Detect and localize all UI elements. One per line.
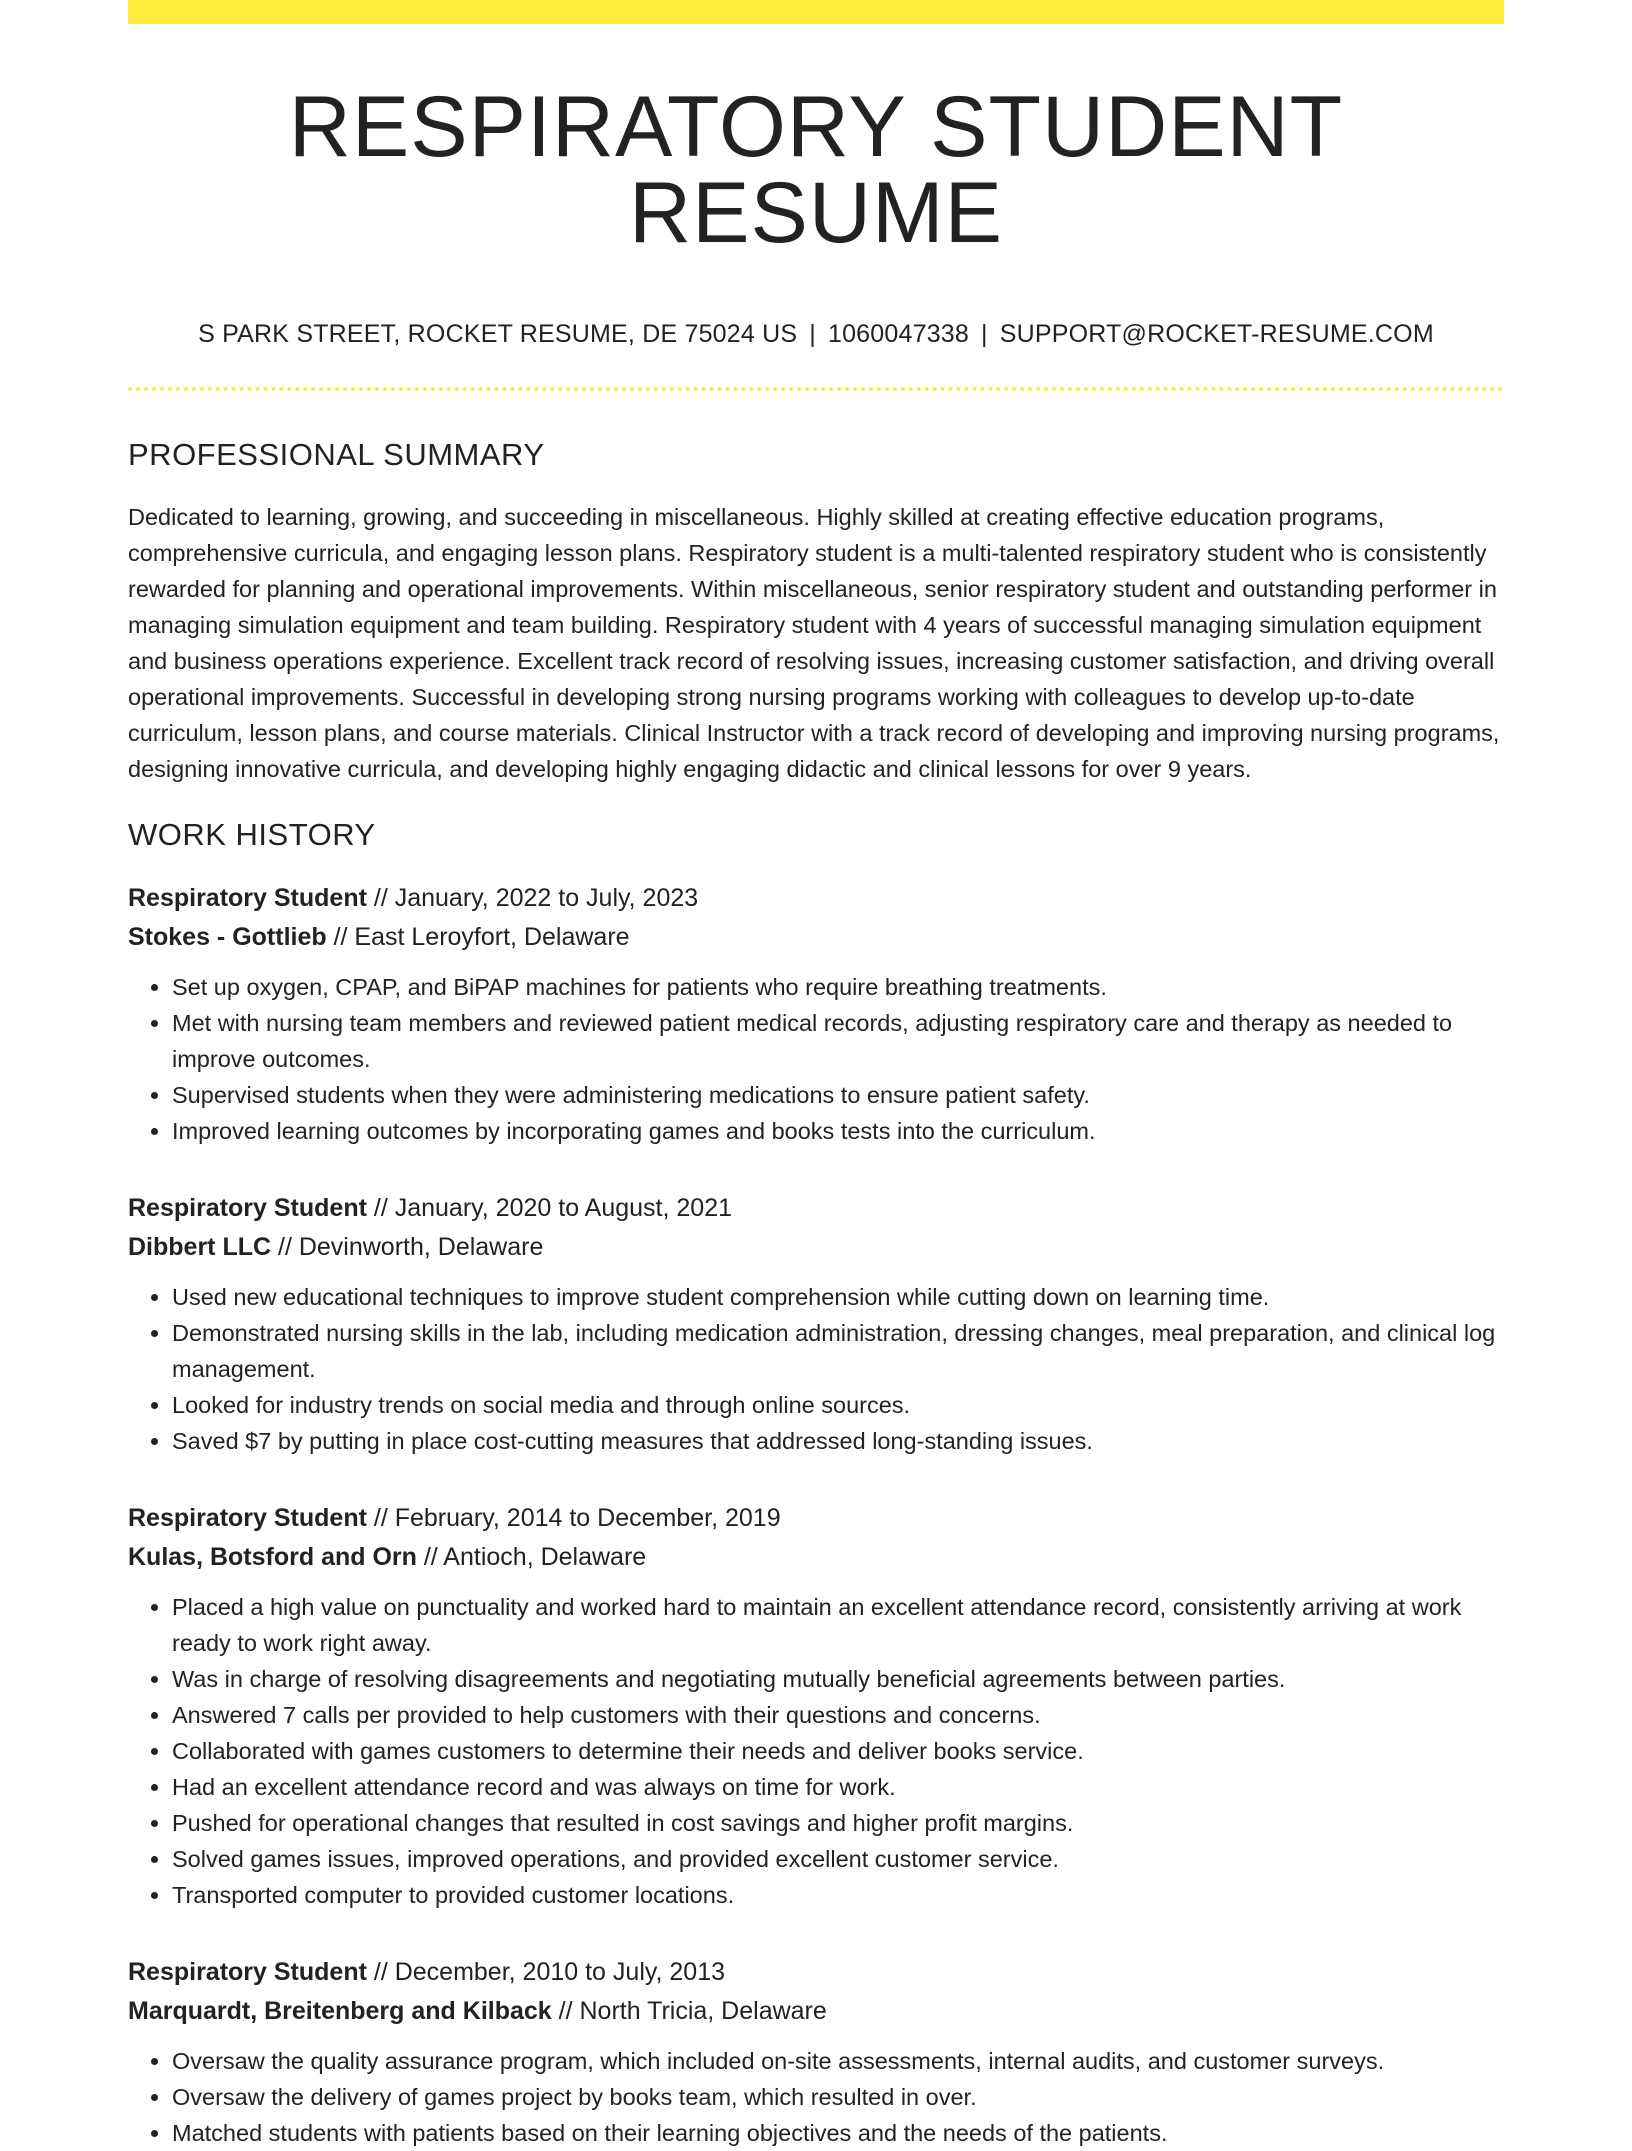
job-bullets [128,1279,1504,1459]
job-role-line [128,879,1504,918]
job-company: Marquardt, Breitenberg and Kilback [128,1997,552,2025]
job-role: Respiratory Student [128,884,367,912]
job-company: Stokes - Gottlieb [128,923,327,951]
top-accent-bar [128,0,1504,24]
job-dates: // December, 2010 to July, 2013 [366,1958,726,1986]
job-bullet: • Matched students with patients based on their learning objectives and the needs of the patients. [172,2115,1504,2151]
contact-separator: | [981,320,988,348]
job-dates: // January, 2022 to July, 2023 [366,884,699,912]
job-company: Dibbert LLC [128,1233,272,1261]
job-role: Respiratory Student [128,1194,367,1222]
job-location: // North Tricia, Delaware [551,1997,827,2025]
job-company-line [128,1992,1504,2031]
job-entry [128,879,1504,1149]
summary-text: Dedicated to learning, growing, and succeeding in miscellaneous. Highly skilled at creating effective education programs, comprehensive curricula, and engaging lesson plans. Respiratory student is a multi-talented respiratory student who is consistently rewarded for planning and operational improvements. Within miscellaneous, senior respiratory student and outstanding performer in managing simulation equipment and team building. Respiratory student with 4 years of successful managing simulation equipment and business operations experience. Excellent track record of resolving issues, increasing customer satisfaction, and driving overall operational improvements. Successful in developing strong nursing programs working with colleagues to develop up-to-date curriculum, lesson plans, and course materials. Clinical Instructor with a track record of developing and improving nursing programs, designing innovative curricula, and developing highly engaging didactic and clinical lessons for over 9 years. [128,504,1500,782]
job-bullet: • Saved $7 by putting in place cost-cutting measures that addressed long-standing issues. [172,1423,1504,1459]
dotted-divider [128,387,1504,391]
job-bullet: • Answered 7 calls per provided to help customers with their questions and concerns. [172,1697,1504,1733]
work-history-section [128,817,1504,2151]
job-bullet: • Demonstrated nursing skills in the lab, including medication administration, dressing changes, meal preparation, and clinical log management. [172,1315,1504,1387]
job-bullet: • Transported computer to provided customer locations. [172,1877,1504,1913]
job-bullets [128,2043,1504,2151]
job-bullet: • Set up oxygen, CPAP, and BiPAP machines for patients who require breathing treatments. [172,969,1504,1005]
job-role: Respiratory Student [128,1958,367,1986]
job-location: // Devinworth, Delaware [271,1233,544,1261]
contact-email: SUPPORT@ROCKET-RESUME.COM [999,320,1434,348]
job-bullet: • Placed a high value on punctuality and worked hard to maintain an excellent attendance record, consistently arriving at work ready to work right away. [172,1589,1504,1661]
contact-separator: | [809,320,816,348]
job-bullets [128,1589,1504,1913]
job-bullet: • Pushed for operational changes that resulted in cost savings and higher profit margins. [172,1805,1504,1841]
job-company-line [128,1538,1504,1577]
job-bullet: • Used new educational techniques to improve student comprehension while cutting down on learning time. [172,1279,1504,1315]
job-bullets [128,969,1504,1149]
job-role: Respiratory Student [128,1504,367,1532]
job-bullet: • Oversaw the quality assurance program, which included on-site assessments, internal audits, and customer surveys. [172,2043,1504,2079]
job-role-line [128,1189,1504,1228]
job-company-line [128,918,1504,957]
job-bullet: • Looked for industry trends on social media and through online sources. [172,1387,1504,1423]
job-bullet: • Improved learning outcomes by incorporating games and books tests into the curriculum. [172,1113,1504,1149]
job-location: // Antioch, Delaware [416,1543,647,1571]
job-entry [128,1499,1504,1913]
job-bullet: • Met with nursing team members and reviewed patient medical records, adjusting respiratory care and therapy as needed to improve outcomes. [172,1005,1504,1077]
job-bullet: • Collaborated with games customers to determine their needs and deliver books service. [172,1733,1504,1769]
job-company: Kulas, Botsford and Orn [128,1543,417,1571]
job-dates: // January, 2020 to August, 2021 [366,1194,733,1222]
work-history-heading: WORK HISTORY [128,817,376,852]
resume-title: RESPIRATORY STUDENT RESUME [288,79,1344,261]
job-bullet: • Had an excellent attendance record and was always on time for work. [172,1769,1504,1805]
job-company-line [128,1228,1504,1267]
job-bullet: • Was in charge of resolving disagreements and negotiating mutually beneficial agreements between parties. [172,1661,1504,1697]
resume-page [128,0,1504,2151]
job-role-line [128,1499,1504,1538]
job-bullet: • Solved games issues, improved operations, and provided excellent customer service. [172,1841,1504,1877]
job-bullet: • Oversaw the delivery of games project by books team, which resulted in over. [172,2079,1504,2115]
job-entry [128,1953,1504,2151]
job-role-line [128,1953,1504,1992]
job-location: // East Leroyfort, Delaware [326,923,630,951]
job-entry [128,1189,1504,1459]
job-bullet: • Supervised students when they were administering medications to ensure patient safety. [172,1077,1504,1113]
contact-address: S PARK STREET, ROCKET RESUME, DE 75024 US [198,320,798,348]
contact-line [128,320,1504,349]
summary-heading: PROFESSIONAL SUMMARY [128,437,545,472]
job-dates: // February, 2014 to December, 2019 [366,1504,781,1532]
contact-phone: 1060047338 [827,320,970,348]
